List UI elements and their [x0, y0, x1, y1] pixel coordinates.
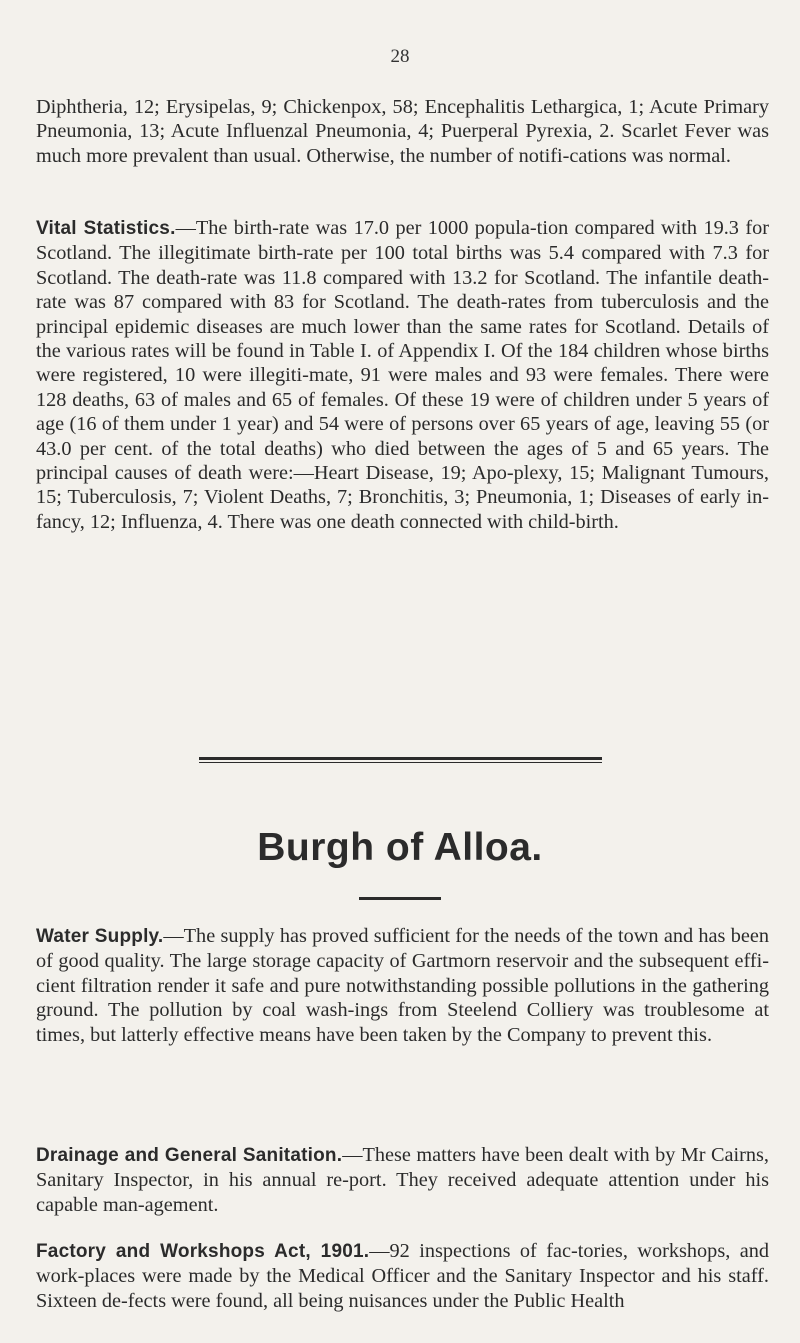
title-underline	[359, 897, 441, 900]
drainage-paragraph	[36, 1143, 769, 1217]
vital-statistics-text: —The birth-rate was 17.0 per 1000 popula-tion compared with 19.3 for Scotland. The illegitimate birth-rate per 100 total births was 5.4 compared with 7.3 for Scotland. The death-rate was 11.8 compared with 13.2 for Scotland. The infantile death-rate was 87 compared with 83 for Scotland. The death-rates from tuberculosis and the principal epidemic diseases are much lower than the same rates for Scotland. Details of the various rates will be found in Table I. of Appendix I. Of the 184 children whose births were registered, 10 were illegiti-mate, 91 were males and 93 were females. There were 128 deaths, 63 of males and 65 of females. Of these 19 were of children under 5 years of age (16 of them under 1 year) and 54 were of persons over 65 years of age, leaving 55 (or 43.0 per cent. of the total deaths) who died between the ages of 5 and 65 years. The principal causes of death were:—Heart Disease, 19; Apo-plexy, 15; Malignant Tumours, 15; Tuberculosis, 7; Violent Deaths, 7; Bronchitis, 3; Pneumonia, 1; Diseases of early in-fancy, 12; Influenza, 4. There was one death connected with child-birth.	[36, 217, 770, 533]
factory-heading: Factory and Workshops Act, 1901.	[36, 1241, 370, 1262]
section-divider-thin	[199, 762, 602, 763]
factory-paragraph	[36, 1239, 769, 1313]
water-supply-paragraph	[36, 924, 769, 1047]
water-supply-heading: Water Supply.	[36, 926, 164, 947]
vital-statistics-paragraph	[36, 216, 769, 534]
vital-statistics-heading: Vital Statistics.	[36, 218, 176, 239]
drainage-heading: Drainage and General Sanitation.	[36, 1145, 343, 1166]
section-divider-thick	[199, 757, 602, 760]
water-supply-text: —The supply has proved sufficient for the needs of the town and has been of good quality. The large storage capacity of Gartmorn reservoir and the subsequent effi-cient filtration render it safe and pure notwithstanding possible pollutions in the gathering ground. The pollution by coal wash-ings from Steelend Colliery was troublesome at times, but latterly effective means have been taken by the Company to prevent this.	[36, 925, 769, 1046]
notifications-paragraph: Diphtheria, 12; Erysipelas, 9; Chickenpox, 58; Encephalitis Lethargica, 1; Acute Primary Pneumonia, 13; Acute Influenzal Pneumonia, 4; Puerperal Pyrexia, 2. Scarlet Fever was much more prevalent than usual. Otherwise, the number of notifi-cations was normal.	[36, 96, 769, 167]
section-title: Burgh of Alloa.	[257, 826, 543, 869]
factory-text: —92 inspections of fac-tories, workshops, and work-places were made by the Medical Officer and the Sanitary Inspector and his staff. Sixteen de-fects were found, all being nuisances under the Public Health	[36, 1240, 769, 1312]
drainage-text: —These matters have been dealt with by Mr Cairns, Sanitary Inspector, in his annual re-port. They received adequate attention under his capable man-agement.	[36, 1144, 769, 1216]
page-number: 28	[390, 46, 410, 67]
